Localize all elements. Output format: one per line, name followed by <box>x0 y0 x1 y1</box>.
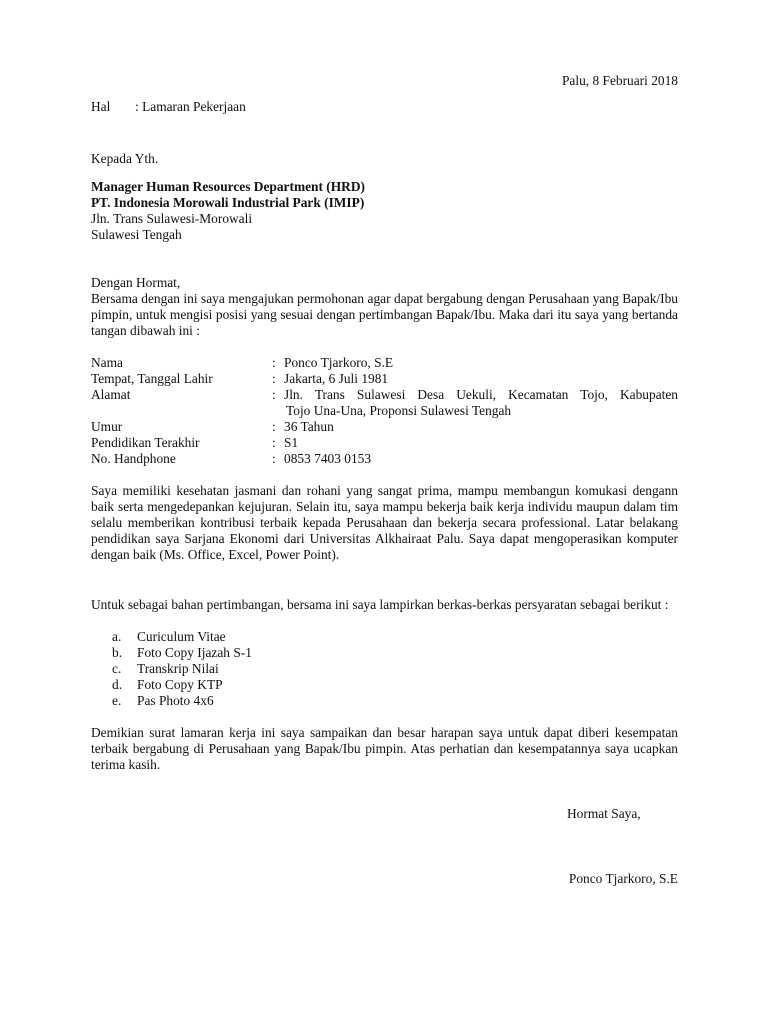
intro-paragraph: Bersama dengan ini saya mengajukan permohonan agar dapat bergabung dengan Perusahaan yang Bapak/Ibu pimpin, untuk mengisi posisi yang sesuai dengan pertimbangan Bapak/Ibu. Maka dari itu saya yang bertanda tangan dibawah ini : <box>91 291 678 338</box>
salutation: Dengan Hormat, <box>91 275 181 290</box>
recipient-title: Manager Human Resources Department (HRD) <box>91 179 365 194</box>
identity-label: Pendidikan Terakhir <box>91 435 200 450</box>
list-text: Pas Photo 4x6 <box>137 693 214 708</box>
identity-row-address <box>91 387 678 403</box>
identity-row-phone <box>91 451 678 467</box>
identity-value: Jln. Trans Sulawesi Desa Uekuli, Kecamatan Tojo, Kabupaten <box>284 387 678 402</box>
recipient-address-street: Jln. Trans Sulawesi-Morowali <box>91 211 253 226</box>
list-marker: d. <box>112 677 123 692</box>
identity-row-name <box>91 355 678 371</box>
identity-colon: : <box>272 419 276 434</box>
identity-value-continued: Tojo Una-Una, Proponsi Sulawesi Tengah <box>286 403 512 418</box>
identity-value: Jakarta, 6 Juli 1981 <box>284 371 389 386</box>
identity-label: Umur <box>91 419 123 434</box>
recipient-address-region: Sulawesi Tengah <box>91 227 182 242</box>
qualification-paragraph: Saya memiliki kesehatan jasmani dan rohani yang sangat prima, mampu membangun komukasi dengann baik serta mengedepankan kejujuran. Selain itu, saya mampu bekerja baik kerja individu maupun dalam tim selalu memberikan kontribusi terbaik kepada Perusahaan dan bekerja secara professional. Latar belakang pendidikan saya Sarjana Ekonomi dari Universitas Alkhairaat Palu. Saya dapat mengoperasikan komputer dengan baik (Ms. Office, Excel, Power Point). <box>91 483 678 562</box>
identity-row-age <box>91 419 678 435</box>
identity-value: Ponco Tjarkoro, S.E <box>284 355 394 370</box>
identity-colon: : <box>272 387 276 402</box>
subject-value: : Lamaran Pekerjaan <box>135 99 246 114</box>
list-marker: c. <box>112 661 122 676</box>
signature-name: Ponco Tjarkoro, S.E <box>568 871 678 886</box>
identity-value: S1 <box>284 435 299 450</box>
identity-label: Nama <box>91 355 123 370</box>
list-text: Curiculum Vitae <box>137 629 226 644</box>
identity-colon: : <box>272 355 276 370</box>
sign-off: Hormat Saya, <box>567 806 641 821</box>
identity-colon: : <box>272 371 276 386</box>
list-marker: a. <box>112 629 122 644</box>
identity-label: Tempat, Tanggal Lahir <box>91 371 213 386</box>
identity-colon: : <box>272 435 276 450</box>
identity-row-birth <box>91 371 678 387</box>
identity-label: No. Handphone <box>91 451 176 466</box>
letter-date: Palu, 8 Februari 2018 <box>561 73 678 88</box>
list-marker: e. <box>112 693 122 708</box>
identity-row-education <box>91 435 678 451</box>
identity-row-address-cont <box>91 403 678 419</box>
identity-colon: : <box>272 451 276 466</box>
closing-paragraph: Demikian surat lamaran kerja ini saya sampaikan dan besar harapan saya untuk dapat diberi kesempatan terbaik bergabung di Perusahaan yang Bapak/Ibu pimpin. Atas perhatian dan kesempatannya saya ucapkan terima kasih. <box>91 725 678 772</box>
list-marker: b. <box>112 645 123 660</box>
attachments-intro: Untuk sebagai bahan pertimbangan, bersama ini saya lampirkan berkas-berkas persyaratan sebagai berikut : <box>91 597 669 612</box>
recipient-greeting: Kepada Yth. <box>91 151 159 166</box>
identity-value: 0853 7403 0153 <box>284 451 372 466</box>
list-text: Foto Copy Ijazah S-1 <box>137 645 252 660</box>
list-text: Foto Copy KTP <box>137 677 223 692</box>
identity-label: Alamat <box>91 387 131 402</box>
subject-label: Hal <box>91 99 111 114</box>
list-text: Transkrip Nilai <box>137 661 219 676</box>
identity-value: 36 Tahun <box>284 419 334 434</box>
recipient-company: PT. Indonesia Morowali Industrial Park (IMIP) <box>91 195 365 210</box>
